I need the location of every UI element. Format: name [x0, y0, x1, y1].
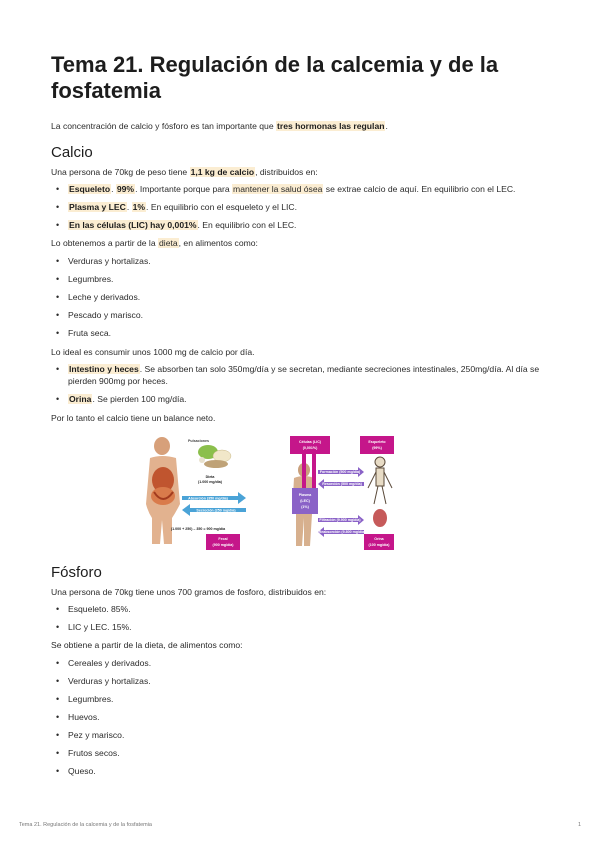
list-item: • Esqueleto. 85%. [51, 603, 556, 615]
calcio-p2-highlight: dieta [159, 238, 178, 248]
list-item: • Queso. [51, 765, 556, 777]
calcio-p1-highlight: 1,1 kg de calcio [190, 167, 255, 177]
list-item-highlight: 99% [116, 184, 135, 194]
list-item [51, 201, 556, 213]
calcio-p4: Por lo tanto el calcio tiene un balance neto. [51, 413, 216, 423]
cells-box [290, 436, 330, 454]
list-item: • LIC y LEC. 15%. [51, 621, 556, 633]
intro-paragraph [51, 120, 556, 132]
filtration-label: Filtración (9.900 mg/día) [319, 518, 361, 522]
feces-calculation: (1.000 + 250) – 350 = 900 mg/día [170, 527, 226, 531]
plasma-label: Plasma [298, 493, 312, 497]
list-item: • Legumbres. [51, 693, 556, 705]
list-item-highlight: Orina [69, 394, 92, 404]
list-item: • Cereales y derivados. [51, 657, 556, 669]
calcio-p2-text: Lo obtenemos a partir de la [51, 238, 159, 248]
skeleton-label: Esqueleto [368, 440, 386, 444]
cells-value: (0,001%) [302, 446, 318, 450]
diagram-background [146, 434, 396, 552]
reabsorption-label: Reabsorción (9.800 mg/día) [318, 530, 366, 534]
skeleton-box [360, 436, 394, 454]
cells-exchange-arrow-up [312, 454, 316, 488]
label-pulsaciones: Pulsaciones [188, 439, 209, 443]
urine-label: Orina [374, 537, 384, 541]
absorption-label: Absorción (350 mg/día) [188, 496, 228, 501]
calcio-p1-end: , distribuidos en: [255, 167, 318, 177]
calcio-p1 [51, 166, 556, 178]
cells-exchange-arrow-down [302, 454, 306, 488]
list-item: • Verduras y hortalizas. [51, 675, 556, 687]
fosforo-p1: Una persona de 70kg tiene unos 700 gramos de fosforo, distribuidos en: [51, 587, 327, 597]
list-item: • Legumbres. [51, 273, 556, 285]
feces-value: (900 mg/día) [212, 543, 234, 547]
footer-title: Tema 21. Regulación de la calcemia y de la fosfatemia [19, 822, 152, 828]
list-item [51, 393, 556, 405]
kidney-illustration [373, 509, 387, 527]
list-item: • Huevos. [51, 711, 556, 723]
list-item-highlight: Plasma y LEC [69, 202, 126, 212]
urine-value: (100 mg/día) [368, 543, 390, 547]
fosforo-foods-list [51, 657, 556, 777]
feces-label: Fecal [218, 537, 228, 541]
formation-label: Formación (500 mg/día) [319, 470, 361, 474]
list-item-text: . Se pierden 100 mg/día. [92, 394, 187, 404]
calcio-foods-list [51, 255, 556, 339]
plasma-value: (1%) [301, 505, 309, 509]
calcio-loss-list [51, 363, 556, 405]
list-item-sep: . [111, 184, 116, 194]
skeleton-value: (99%) [372, 446, 382, 450]
list-item-text: . En equilibrio con el LEC. [197, 220, 297, 230]
list-item-text: . Importante porque para [135, 184, 233, 194]
page-number: 1 [577, 822, 581, 828]
list-item-sep: . [126, 202, 132, 212]
calcio-distribution-list [51, 183, 556, 231]
fosforo-p2: Se obtiene a partir de la dieta, de alimentos como: [51, 640, 243, 650]
calcio-p3: Lo ideal es consumir unos 1000 mg de calcio por día. [51, 347, 255, 357]
section-heading-fosforo: Fósforo [51, 564, 102, 581]
diet-value: (1.000 mg/día) [198, 480, 222, 484]
list-item: • Leche y derivados. [51, 291, 556, 303]
page-title: Tema 21. Regulación de la calcemia y de la fosfatemia [51, 52, 499, 103]
intro-text: La concentración de calcio y fósforo es tan importante que [51, 121, 277, 131]
diet-label: Dieta [205, 475, 215, 479]
list-item-highlight: mantener la salud ósea [233, 184, 323, 194]
fosforo-distribution-list [51, 603, 556, 633]
plasma-sub: (LEC) [300, 499, 310, 503]
list-item: • Pescado y marisco. [51, 309, 556, 321]
list-item-highlight: Intestino y heces [69, 364, 139, 374]
section-heading-calcio: Calcio [51, 144, 93, 161]
list-item: • Frutos secos. [51, 747, 556, 759]
list-item-highlight: Esqueleto [69, 184, 111, 194]
list-item: • Verduras y hortalizas. [51, 255, 556, 267]
list-item: • Fruta seca. [51, 327, 556, 339]
secretion-label: Secreción (250 mg/día) [196, 508, 236, 513]
calcio-p2-end: , en alimentos como: [178, 238, 258, 248]
list-item [51, 219, 556, 231]
list-item [51, 183, 556, 195]
list-item-highlight: 1% [132, 202, 146, 212]
list-item-text: se extrae calcio de aquí. En equilibrio con el LEC. [323, 184, 516, 194]
list-item-highlight: En las células (LIC) hay 0,001% [69, 220, 197, 230]
cells-label: Células (LIC) [299, 440, 321, 444]
intro-end: . [385, 121, 388, 131]
calcio-p1-text: Una persona de 70kg de peso tiene [51, 167, 190, 177]
calcio-p2 [51, 237, 556, 249]
resorption-label: Resorción (500 mg/día) [322, 482, 362, 486]
intro-highlight: tres hormonas las regulan [277, 121, 385, 131]
list-item [51, 363, 556, 387]
list-item-text: . En equilibrio con el esqueleto y el LIC. [146, 202, 298, 212]
calcium-balance-diagram [146, 434, 396, 552]
list-item-text: . Se absorben tan solo 350mg/día y se secretan, mediante secreciones intestinales, 250mg/día. Al día se pierden 900mg por heces. [68, 364, 540, 386]
list-item: • Pez y marisco. [51, 729, 556, 741]
